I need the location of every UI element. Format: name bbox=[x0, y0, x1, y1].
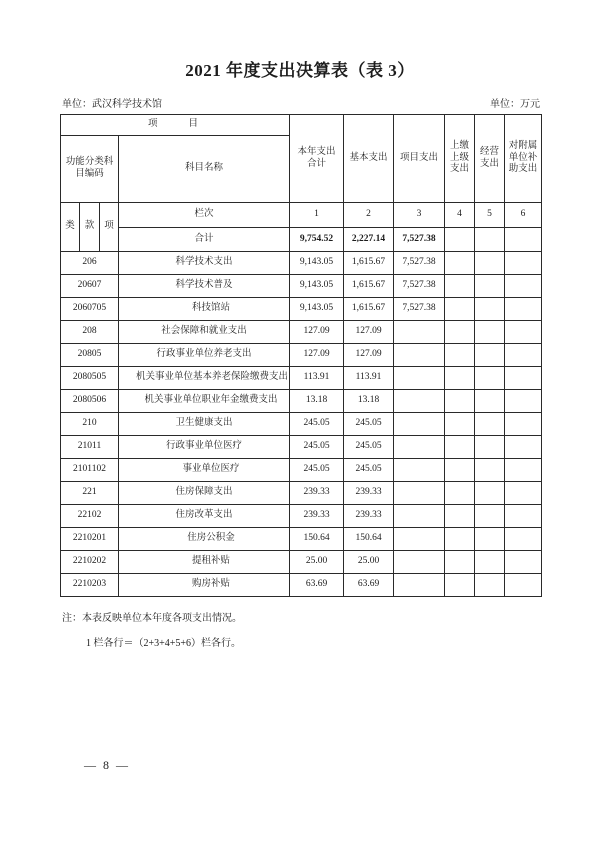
row-subject-name: 购房补贴 bbox=[119, 574, 290, 597]
grand-total-row bbox=[61, 228, 542, 252]
row-upper-exp bbox=[445, 505, 475, 528]
row-operating-exp bbox=[475, 321, 505, 344]
row-operating-exp bbox=[475, 252, 505, 275]
lanci-num-2: 2 bbox=[344, 203, 394, 228]
row-operating-exp bbox=[475, 551, 505, 574]
row-project-exp bbox=[394, 528, 445, 551]
table-row bbox=[61, 413, 542, 436]
row-annual-total: 9,143.05 bbox=[290, 252, 344, 275]
row-operating-exp bbox=[475, 482, 505, 505]
row-subsidy-exp bbox=[505, 275, 542, 298]
row-subject-name: 机关事业单位职业年金缴费支出 bbox=[119, 390, 290, 413]
table-row bbox=[61, 344, 542, 367]
row-code: 2210203 bbox=[61, 574, 119, 597]
row-basic-exp: 245.05 bbox=[344, 459, 394, 482]
row-code: 20607 bbox=[61, 275, 119, 298]
row-subsidy-exp bbox=[505, 459, 542, 482]
row-operating-exp bbox=[475, 459, 505, 482]
col-header-upper-level: 上缴上级支出 bbox=[445, 115, 475, 203]
kuan-header-cell: 款 bbox=[80, 203, 100, 252]
lanci-num-1: 1 bbox=[290, 203, 344, 228]
col-header-annual-total: 本年支出合计 bbox=[290, 115, 344, 203]
row-upper-exp bbox=[445, 390, 475, 413]
row-subject-name: 科学技术支出 bbox=[119, 252, 290, 275]
table-row bbox=[61, 574, 542, 597]
header-row-project bbox=[61, 115, 542, 136]
table-row bbox=[61, 551, 542, 574]
row-operating-exp bbox=[475, 505, 505, 528]
row-subsidy-exp bbox=[505, 505, 542, 528]
table-row bbox=[61, 528, 542, 551]
row-annual-total: 9,143.05 bbox=[290, 298, 344, 321]
table-row bbox=[61, 252, 542, 275]
row-basic-exp: 63.69 bbox=[344, 574, 394, 597]
row-upper-exp bbox=[445, 367, 475, 390]
project-header-cell: 项 目 bbox=[61, 115, 290, 136]
row-subsidy-exp bbox=[505, 344, 542, 367]
row-annual-total: 13.18 bbox=[290, 390, 344, 413]
row-project-exp: 7,527.38 bbox=[394, 298, 445, 321]
row-basic-exp: 1,615.67 bbox=[344, 252, 394, 275]
row-subsidy-exp bbox=[505, 298, 542, 321]
row-project-exp bbox=[394, 505, 445, 528]
row-code: 2080506 bbox=[61, 390, 119, 413]
row-subsidy-exp bbox=[505, 321, 542, 344]
row-operating-exp bbox=[475, 275, 505, 298]
page-number: — 8 — bbox=[84, 758, 130, 772]
table-row bbox=[61, 459, 542, 482]
row-code: 208 bbox=[61, 321, 119, 344]
lanci-num-6: 6 bbox=[505, 203, 542, 228]
col-header-basic: 基本支出 bbox=[344, 115, 394, 203]
row-subject-name: 住房改革支出 bbox=[119, 505, 290, 528]
row-operating-exp bbox=[475, 344, 505, 367]
row-basic-exp: 127.09 bbox=[344, 321, 394, 344]
note-line-1: 注：本表反映单位本年度各项支出情况。 bbox=[62, 613, 242, 624]
row-upper-exp bbox=[445, 298, 475, 321]
notes-block bbox=[62, 609, 600, 649]
row-subsidy-exp bbox=[505, 482, 542, 505]
row-code: 2060705 bbox=[61, 298, 119, 321]
grand-total-label: 合计 bbox=[119, 228, 290, 252]
table-row bbox=[61, 390, 542, 413]
row-operating-exp bbox=[475, 528, 505, 551]
row-operating-exp bbox=[475, 413, 505, 436]
row-upper-exp bbox=[445, 482, 475, 505]
row-annual-total: 113.91 bbox=[290, 367, 344, 390]
row-annual-total: 63.69 bbox=[290, 574, 344, 597]
row-operating-exp bbox=[475, 390, 505, 413]
row-basic-exp: 1,615.67 bbox=[344, 298, 394, 321]
row-subject-name: 社会保障和就业支出 bbox=[119, 321, 290, 344]
subject-name-header-cell: 科目名称 bbox=[119, 136, 290, 203]
header-row-lanci bbox=[61, 203, 542, 228]
row-annual-total: 245.05 bbox=[290, 413, 344, 436]
row-subject-name: 住房保障支出 bbox=[119, 482, 290, 505]
row-code: 22102 bbox=[61, 505, 119, 528]
grand-total-upper bbox=[445, 228, 475, 252]
row-basic-exp: 239.33 bbox=[344, 505, 394, 528]
currency-unit-label: 单位：万元 bbox=[490, 99, 540, 110]
row-code: 2080505 bbox=[61, 367, 119, 390]
row-upper-exp bbox=[445, 459, 475, 482]
row-code: 210 bbox=[61, 413, 119, 436]
table-row bbox=[61, 321, 542, 344]
table-row bbox=[61, 275, 542, 298]
row-project-exp bbox=[394, 574, 445, 597]
row-upper-exp bbox=[445, 252, 475, 275]
row-subject-name: 科学技术普及 bbox=[119, 275, 290, 298]
row-project-exp: 7,527.38 bbox=[394, 252, 445, 275]
table-row bbox=[61, 436, 542, 459]
xiang-header-cell: 项 bbox=[100, 203, 119, 252]
row-annual-total: 239.33 bbox=[290, 505, 344, 528]
row-code: 2210201 bbox=[61, 528, 119, 551]
lanci-label-cell: 栏次 bbox=[119, 203, 290, 228]
row-annual-total: 239.33 bbox=[290, 482, 344, 505]
page-title: 2021 年度支出决算表（表 3） bbox=[185, 61, 415, 80]
grand-total-project: 7,527.38 bbox=[394, 228, 445, 252]
row-annual-total: 127.09 bbox=[290, 344, 344, 367]
row-annual-total: 9,143.05 bbox=[290, 275, 344, 298]
lei-header-cell: 类 bbox=[61, 203, 80, 252]
row-basic-exp: 25.00 bbox=[344, 551, 394, 574]
row-upper-exp bbox=[445, 551, 475, 574]
row-code: 221 bbox=[61, 482, 119, 505]
row-code: 206 bbox=[61, 252, 119, 275]
row-project-exp bbox=[394, 436, 445, 459]
row-basic-exp: 245.05 bbox=[344, 436, 394, 459]
unit-name-label: 单位：武汉科学技术馆 bbox=[62, 99, 162, 110]
row-subsidy-exp bbox=[505, 436, 542, 459]
row-subsidy-exp bbox=[505, 367, 542, 390]
row-basic-exp: 150.64 bbox=[344, 528, 394, 551]
expenditure-table bbox=[60, 114, 542, 597]
row-annual-total: 127.09 bbox=[290, 321, 344, 344]
row-subsidy-exp bbox=[505, 528, 542, 551]
row-annual-total: 25.00 bbox=[290, 551, 344, 574]
row-subject-name: 行政事业单位医疗 bbox=[119, 436, 290, 459]
row-upper-exp bbox=[445, 436, 475, 459]
grand-total-basic: 2,227.14 bbox=[344, 228, 394, 252]
unit-row bbox=[0, 95, 600, 110]
row-project-exp bbox=[394, 413, 445, 436]
row-code: 21011 bbox=[61, 436, 119, 459]
row-operating-exp bbox=[475, 298, 505, 321]
row-subsidy-exp bbox=[505, 574, 542, 597]
col-header-subsidy: 对附属单位补助支出 bbox=[505, 115, 542, 203]
row-project-exp bbox=[394, 390, 445, 413]
col-header-project-exp: 项目支出 bbox=[394, 115, 445, 203]
table-row bbox=[61, 505, 542, 528]
row-annual-total: 150.64 bbox=[290, 528, 344, 551]
row-upper-exp bbox=[445, 321, 475, 344]
row-subject-name: 事业单位医疗 bbox=[119, 459, 290, 482]
row-project-exp bbox=[394, 459, 445, 482]
row-basic-exp: 239.33 bbox=[344, 482, 394, 505]
row-subject-name: 机关事业单位基本养老保险缴费支出 bbox=[119, 367, 290, 390]
row-project-exp bbox=[394, 367, 445, 390]
table-row bbox=[61, 482, 542, 505]
table-row bbox=[61, 367, 542, 390]
note-line-2: 1 栏各行＝（2+3+4+5+6）栏各行。 bbox=[86, 638, 242, 649]
lanci-num-3: 3 bbox=[394, 203, 445, 228]
row-project-exp bbox=[394, 482, 445, 505]
row-operating-exp bbox=[475, 436, 505, 459]
row-subject-name: 科技馆站 bbox=[119, 298, 290, 321]
row-subject-name: 行政事业单位养老支出 bbox=[119, 344, 290, 367]
col-header-operating: 经营支出 bbox=[475, 115, 505, 203]
row-basic-exp: 127.09 bbox=[344, 344, 394, 367]
row-upper-exp bbox=[445, 413, 475, 436]
lanci-num-5: 5 bbox=[475, 203, 505, 228]
row-operating-exp bbox=[475, 574, 505, 597]
row-subsidy-exp bbox=[505, 390, 542, 413]
row-project-exp bbox=[394, 344, 445, 367]
row-code: 2101102 bbox=[61, 459, 119, 482]
grand-total-operating bbox=[475, 228, 505, 252]
row-basic-exp: 245.05 bbox=[344, 413, 394, 436]
row-code: 20805 bbox=[61, 344, 119, 367]
row-basic-exp: 113.91 bbox=[344, 367, 394, 390]
grand-total-subsidy bbox=[505, 228, 542, 252]
row-subject-name: 提租补贴 bbox=[119, 551, 290, 574]
row-annual-total: 245.05 bbox=[290, 436, 344, 459]
row-subsidy-exp bbox=[505, 252, 542, 275]
table-row bbox=[61, 298, 542, 321]
row-project-exp bbox=[394, 321, 445, 344]
row-upper-exp bbox=[445, 528, 475, 551]
row-subject-name: 卫生健康支出 bbox=[119, 413, 290, 436]
row-subsidy-exp bbox=[505, 551, 542, 574]
row-code: 2210202 bbox=[61, 551, 119, 574]
row-annual-total: 245.05 bbox=[290, 459, 344, 482]
row-operating-exp bbox=[475, 367, 505, 390]
row-upper-exp bbox=[445, 275, 475, 298]
row-upper-exp bbox=[445, 344, 475, 367]
grand-total-annual: 9,754.52 bbox=[290, 228, 344, 252]
row-basic-exp: 1,615.67 bbox=[344, 275, 394, 298]
row-upper-exp bbox=[445, 574, 475, 597]
row-project-exp: 7,527.38 bbox=[394, 275, 445, 298]
row-project-exp bbox=[394, 551, 445, 574]
row-basic-exp: 13.18 bbox=[344, 390, 394, 413]
row-subsidy-exp bbox=[505, 413, 542, 436]
lanci-num-4: 4 bbox=[445, 203, 475, 228]
row-subject-name: 住房公积金 bbox=[119, 528, 290, 551]
func-code-header-cell: 功能分类科目编码 bbox=[61, 136, 119, 203]
